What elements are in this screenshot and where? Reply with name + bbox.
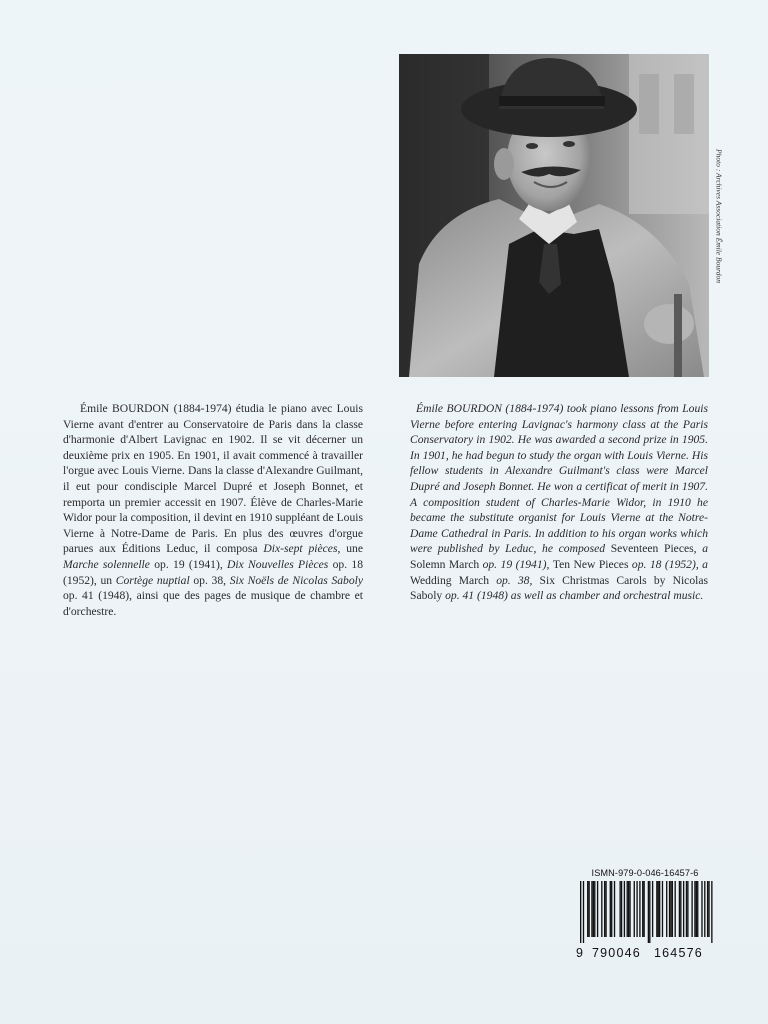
barcode-bar: [597, 881, 598, 937]
french-title: Six Noëls de Nicolas Saboly: [229, 573, 364, 587]
ismn-number: ISMN-979-0-046-16457-6: [591, 868, 699, 878]
barcode-bar: [629, 881, 630, 937]
barcode-bar: [587, 881, 588, 937]
barcode-bar: [605, 881, 606, 937]
barcode-bar: [679, 881, 680, 937]
english-title: Solemn March: [410, 557, 480, 571]
portrait-photo: [399, 54, 709, 377]
barcode-bar: [680, 881, 681, 937]
barcode-digits: [576, 946, 714, 960]
barcode-bar: [611, 881, 612, 937]
barcode-bar: [658, 881, 659, 937]
french-text: op. 19 (1941),: [149, 557, 228, 571]
barcode-digits-left: 790046: [592, 946, 641, 960]
barcode-bar: [701, 881, 702, 937]
barcode-bar: [588, 881, 589, 937]
barcode-bar: [643, 881, 644, 937]
barcode-bar: [669, 881, 670, 937]
english-text: op. 19 (1941),: [479, 557, 553, 571]
barcode-bar: [691, 881, 692, 937]
barcode-bar: [624, 881, 625, 937]
barcode-bar: [614, 881, 615, 937]
barcode-bar: [711, 881, 712, 943]
barcode-bar: [610, 881, 611, 937]
english-title: Wedding March: [410, 573, 490, 587]
french-text: op. 38,: [189, 573, 230, 587]
barcode-bar: [621, 881, 622, 937]
portrait-image: [399, 54, 709, 377]
english-text: op. 41 (1948) as well as chamber and orchestral music.: [442, 589, 704, 603]
barcode-bar: [648, 881, 649, 943]
barcode-bar: [670, 881, 671, 937]
barcode-bar: [707, 881, 708, 937]
barcode-bar: [591, 881, 592, 937]
barcode: [576, 866, 714, 962]
barcode-bar: [704, 881, 705, 937]
barcode-bar: [649, 881, 650, 943]
barcode-bar: [656, 881, 657, 937]
barcode-bar: [580, 881, 581, 943]
barcode-bar: [583, 881, 584, 943]
barcode-digits-right: 164576: [654, 946, 703, 960]
french-text: op. 41 (1948), ainsi que des pages de musique de chambre et d'orchestre.: [63, 589, 363, 618]
barcode-bar: [687, 881, 688, 937]
barcode-bar: [659, 881, 660, 937]
french-biography: [63, 401, 363, 619]
barcode-bar: [642, 881, 643, 937]
english-text: op. 18 (1952), a: [628, 557, 708, 571]
english-title: Seventeen Pieces: [610, 542, 694, 556]
english-title: Ten New Pieces: [552, 557, 629, 571]
french-text: , une: [337, 542, 363, 556]
french-text: Émile BOURDON (1884-1974) étudia le piano avec Louis Vierne avant d'entrer au Conservatoire de Paris dans la classe d'harmonie d'Albert Lavignac en 1902. Il se vit décerner un deuxième prix en 1905. En 1901, il avait commencé à travailler l'orgue avec Louis Vierne. Dans la classe d'Alexandre Guilmant, il eut pour condisciple Marcel Dupré et Joseph Bonnet, et remporta un premier accessit en 1907. Élève de Charles-Marie Widor pour la composition, il devint en 1910 suppléant de Louis Vierne à Notre-Dame de Paris. En plus des œuvres d'orgue parues aux Éditions Leduc, il composa: [63, 402, 363, 556]
french-text: op. 18 (1952), un: [63, 557, 364, 587]
barcode-bar: [696, 881, 697, 937]
barcode-digit-first: 9: [576, 946, 583, 960]
french-title: Dix-sept pièces: [263, 542, 338, 556]
barcode-bar: [627, 881, 628, 937]
english-biography: [410, 401, 708, 604]
barcode-bar: [672, 881, 673, 937]
english-title: Six Christmas Carols by Nicolas Saboly: [410, 573, 708, 603]
french-title: Dix Nouvelles Pièces: [227, 557, 329, 571]
barcode-bar: [686, 881, 687, 937]
french-title: Marche solennelle: [63, 557, 150, 571]
barcode-bar: [683, 881, 684, 937]
barcode-bar: [639, 881, 640, 937]
photo-credit-text: Photo : Archives Association Émile Bourdon: [714, 148, 724, 283]
english-text: Émile BOURDON (1884-1974) took piano lessons from Louis Vierne before entering Lavignac's harmony class at the Paris Conservatory in 1902. He was awarded a second prize in 1905. In 1901, he had begun to study the organ with Louis Vierne. His fellow students in Alexandre Guilmant's class were Marcel Dupré and Joseph Bonnet. He won a certificat of merit in 1907. A composition student of Charles-Marie Widor, in 1910 he became the substitute organist for Louis Vierne at the Notre-Dame Cathedral in Paris. In addition to his organ works which were published by Leduc, he composed: [410, 402, 708, 556]
english-text: op. 38,: [489, 573, 540, 587]
barcode-bar: [694, 881, 695, 937]
barcode-bar: [636, 881, 637, 937]
barcode-bar: [594, 881, 595, 937]
barcode-bar: [604, 881, 605, 937]
barcode-bars: [580, 881, 714, 943]
english-paragraph: [410, 401, 708, 604]
french-paragraph: [63, 401, 363, 619]
barcode-bar: [652, 881, 653, 937]
barcode-bar: [675, 881, 676, 937]
barcode-bar: [601, 881, 602, 937]
barcode-bar: [708, 881, 709, 937]
french-title: Cortège nuptial: [115, 573, 190, 587]
barcode-bar: [619, 881, 620, 937]
barcode-bar: [634, 881, 635, 937]
barcode-bar: [628, 881, 629, 937]
barcode-bar: [697, 881, 698, 937]
barcode-bar: [593, 881, 594, 937]
english-text: , a: [693, 542, 709, 556]
barcode-bar: [666, 881, 667, 937]
photo-credit: [709, 54, 729, 377]
barcode-bar: [662, 881, 663, 937]
